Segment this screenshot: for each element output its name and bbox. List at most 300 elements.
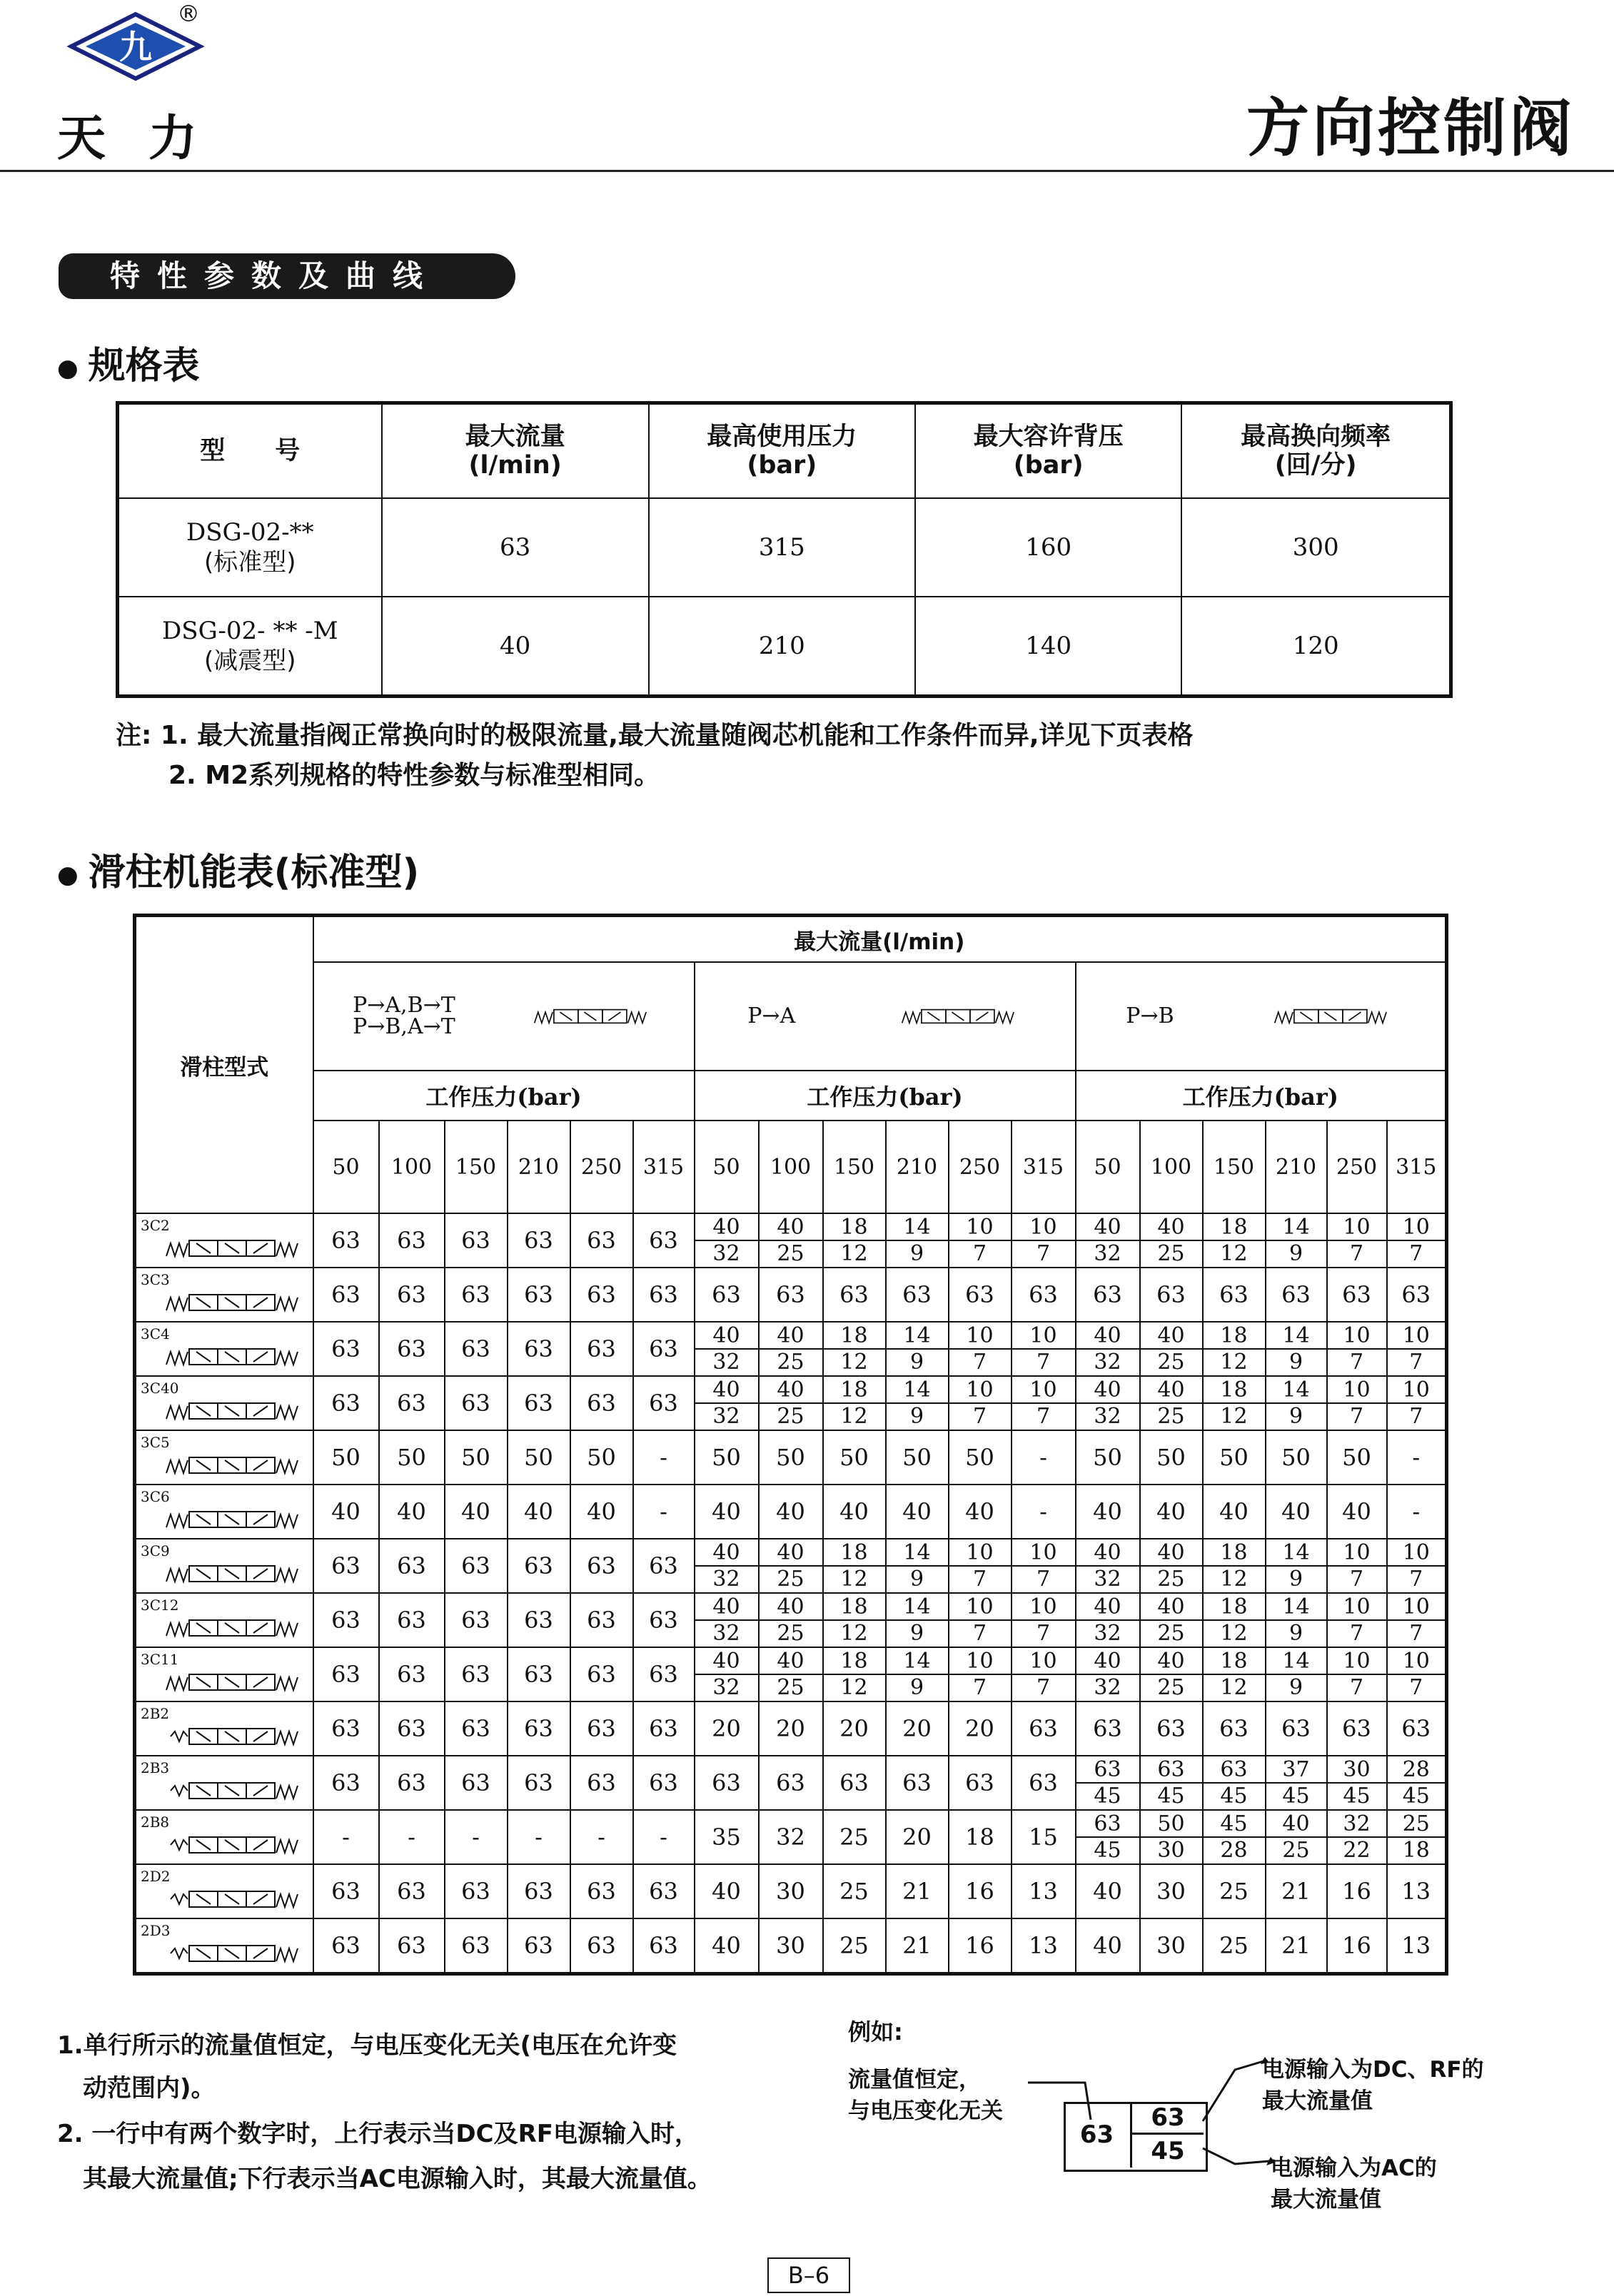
pressure-value: 315: [1387, 1121, 1447, 1213]
flow-value-cell: 63: [1140, 1701, 1203, 1756]
flow-value-ac: 9: [909, 1566, 924, 1592]
flow-value-cell: 63: [445, 1647, 508, 1701]
note-1: 注: 1. 最大流量指阀正常换向时的极限流量,最大流量随阀芯机能和工作条件而异,详见下页表格: [116, 721, 1194, 750]
flow-value-dc: 30: [1328, 1757, 1386, 1784]
flow-path-line: P→B: [1126, 1003, 1174, 1028]
footnote-2-cont: 其最大流量值;下行表示当AC电源输入时，其最大流量值。: [83, 2165, 712, 2193]
flow-value-cell: [823, 1647, 886, 1701]
spec-value: 300: [1181, 498, 1451, 597]
spool-symbol-icon: [165, 1829, 308, 1861]
pressure-value: 100: [1140, 1121, 1203, 1213]
flow-value-cell: 40: [1140, 1485, 1203, 1539]
example-single-value: 63: [1064, 2102, 1132, 2168]
flow-value-cell: [823, 1593, 886, 1647]
flow-value-cell: 63: [379, 1756, 445, 1810]
flow-value-cell: [1140, 1539, 1203, 1593]
flow-value-ac: 9: [1288, 1674, 1303, 1700]
spool-row: [135, 1701, 1447, 1756]
flow-value-ac: 45: [1402, 1783, 1430, 1809]
flow-value-cell: 40: [695, 1864, 759, 1918]
spec-value: 210: [649, 597, 915, 697]
flow-value-cell: [1203, 1213, 1266, 1268]
flow-value-dc: 10: [1012, 1323, 1075, 1350]
flow-value-dc: 10: [1012, 1377, 1075, 1404]
flow-value-dc: 10: [1388, 1377, 1446, 1404]
flow-value-cell: 25: [823, 1918, 886, 1974]
flow-value-ac: 45: [1094, 1837, 1121, 1863]
flow-value-cell: 63: [445, 1918, 508, 1974]
flow-value-dc: 40: [1076, 1215, 1139, 1241]
flow-value-cell: 13: [1387, 1918, 1447, 1974]
flow-value-dc: 63: [1076, 1811, 1139, 1838]
flow-value-cell: [1266, 1810, 1327, 1864]
flow-value-cell: 63: [1203, 1701, 1266, 1756]
flow-value-ac: 12: [840, 1620, 868, 1646]
flow-value-ac: 32: [1094, 1240, 1121, 1266]
spec-body: [118, 498, 1451, 697]
flow-value-ac: 12: [840, 1403, 868, 1429]
flow-value-cell: 63: [886, 1756, 949, 1810]
flow-value-cell: -: [633, 1810, 695, 1864]
spool-header-row-4: [135, 1121, 1447, 1213]
flow-value-cell: [1387, 1322, 1447, 1376]
example-dc-label-2: 最大流量值: [1262, 2088, 1373, 2114]
flow-value-cell: 63: [313, 1756, 379, 1810]
flow-value-dc: 14: [1266, 1540, 1326, 1567]
flow-value-cell: [1203, 1322, 1266, 1376]
flow-value-ac: 7: [972, 1566, 987, 1592]
flow-value-cell: [886, 1593, 949, 1647]
flow-value-cell: 21: [1266, 1918, 1327, 1974]
flow-value-cell: [949, 1539, 1012, 1593]
flow-value-cell: [1266, 1647, 1327, 1701]
spec-table: [116, 401, 1453, 698]
flow-value-cell: [759, 1593, 823, 1647]
flow-value-cell: [823, 1213, 886, 1268]
flow-value-dc: 18: [1204, 1377, 1265, 1404]
flow-value-cell: 63: [759, 1756, 823, 1810]
flow-value-cell: 63: [379, 1701, 445, 1756]
flow-value-dc: 37: [1266, 1757, 1326, 1784]
flow-value-cell: 63: [633, 1322, 695, 1376]
flow-value-dc: 40: [760, 1323, 822, 1350]
flow-value-cell: 40: [695, 1918, 759, 1974]
flow-value-dc: 25: [1388, 1811, 1446, 1838]
flow-value-ac: 7: [1409, 1620, 1423, 1646]
spec-row: [118, 498, 1451, 597]
flow-value-dc: 50: [1141, 1811, 1202, 1838]
flow-value-dc: 18: [824, 1594, 885, 1621]
flow-value-cell: [886, 1647, 949, 1701]
spool-row: [135, 1756, 1447, 1810]
example-title: 例如:: [848, 2018, 903, 2045]
flow-value-cell: 63: [633, 1647, 695, 1701]
flow-value-dc: 14: [887, 1594, 948, 1621]
flow-value-dc: 40: [1076, 1377, 1139, 1404]
flow-value-cell: 40: [570, 1485, 633, 1539]
footnote-1: 1.单行所示的流量值恒定，与电压变化无关(电压在允许变: [57, 2031, 677, 2060]
pressure-value: 50: [695, 1121, 759, 1213]
spool-row: [135, 1430, 1447, 1485]
flow-value-dc: 14: [1266, 1377, 1326, 1404]
flow-value-dc: 40: [695, 1377, 758, 1404]
spool-type-label: 3C2: [141, 1217, 170, 1234]
flow-value-ac: 7: [1036, 1674, 1051, 1700]
flow-value-cell: [1266, 1376, 1327, 1430]
flow-value-cell: [1327, 1322, 1387, 1376]
flow-value-dc: 40: [695, 1323, 758, 1350]
flow-value-cell: [1140, 1810, 1203, 1864]
flow-value-ac: 7: [1349, 1403, 1364, 1429]
flow-value-dc: 10: [949, 1594, 1011, 1621]
flow-value-cell: [695, 1376, 759, 1430]
flow-value-dc: 18: [1204, 1649, 1265, 1675]
flow-value-dc: 40: [1076, 1540, 1139, 1567]
flow-value-cell: [1387, 1647, 1447, 1701]
spec-value: 120: [1181, 597, 1451, 697]
pressure-value: 50: [313, 1121, 379, 1213]
example-bottom-value: 45: [1151, 2137, 1185, 2165]
flow-value-dc: 40: [760, 1377, 822, 1404]
flow-value-dc: 40: [1141, 1540, 1202, 1567]
flow-value-cell: 63: [508, 1918, 570, 1974]
spool-symbol-icon: [165, 1450, 308, 1481]
flow-value-dc: 40: [695, 1649, 758, 1675]
flow-value-cell: [949, 1213, 1012, 1268]
flow-value-cell: 63: [508, 1756, 570, 1810]
flow-value-cell: 40: [508, 1485, 570, 1539]
flow-value-dc: 18: [1204, 1323, 1265, 1350]
flow-value-ac: 25: [1157, 1620, 1185, 1646]
flow-value-cell: [695, 1539, 759, 1593]
spec-col-header: 最大流量 (l/min): [382, 403, 649, 499]
flow-value-dc: 40: [1141, 1215, 1202, 1241]
flow-value-ac: 7: [1409, 1240, 1423, 1266]
flow-value-ac: 25: [777, 1620, 805, 1646]
flow-value-dc: 10: [949, 1215, 1011, 1241]
flow-value-ac: 9: [1288, 1566, 1303, 1592]
flow-value-cell: 50: [886, 1430, 949, 1485]
flow-value-cell: 63: [886, 1268, 949, 1322]
spool-row: [135, 1647, 1447, 1701]
spec-value: 160: [915, 498, 1181, 597]
flow-value-ac: 7: [1036, 1620, 1051, 1646]
flow-value-cell: 18: [949, 1810, 1012, 1864]
flow-value-cell: 63: [445, 1701, 508, 1756]
flow-value-cell: [1076, 1376, 1140, 1430]
spec-heading: ● 规格表: [57, 335, 200, 389]
flow-value-cell: 63: [379, 1322, 445, 1376]
spec-col-header: 最高使用压力 (bar): [649, 403, 915, 499]
flow-value-cell: 63: [313, 1268, 379, 1322]
spool-type-cell: [135, 1268, 313, 1322]
flow-value-cell: 63: [949, 1756, 1012, 1810]
flow-value-dc: 63: [1141, 1757, 1202, 1784]
flow-value-dc: 10: [1388, 1540, 1446, 1567]
spool-symbol-icon: [165, 1612, 308, 1644]
flow-value-dc: 14: [1266, 1323, 1326, 1350]
flow-value-cell: 13: [1012, 1864, 1076, 1918]
flow-value-dc: 40: [760, 1594, 822, 1621]
spec-model-cell: [118, 498, 382, 597]
flow-value-dc: 40: [695, 1540, 758, 1567]
flow-value-ac: 12: [1220, 1403, 1248, 1429]
flow-value-cell: [695, 1593, 759, 1647]
flow-value-dc: 18: [824, 1323, 885, 1350]
flow-value-cell: [1266, 1213, 1327, 1268]
flow-value-cell: 13: [1012, 1918, 1076, 1974]
flow-value-cell: 50: [695, 1430, 759, 1485]
flow-value-cell: [823, 1539, 886, 1593]
flow-value-dc: 10: [1328, 1377, 1386, 1404]
spool-type-cell: [135, 1376, 313, 1430]
flow-value-cell: 30: [759, 1918, 823, 1974]
flow-value-ac: 45: [1094, 1783, 1121, 1809]
pressure-value: 250: [949, 1121, 1012, 1213]
flow-value-dc: 10: [1012, 1540, 1075, 1567]
flow-value-cell: 63: [633, 1213, 695, 1268]
flow-value-cell: [1140, 1213, 1203, 1268]
flow-value-cell: [759, 1539, 823, 1593]
flow-value-ac: 7: [1036, 1566, 1051, 1592]
flow-value-ac: 32: [712, 1403, 740, 1429]
flow-value-cell: 20: [886, 1701, 949, 1756]
flow-value-cell: [949, 1322, 1012, 1376]
spec-model-cell: [118, 597, 382, 697]
flow-value-dc: 10: [1328, 1594, 1386, 1621]
flow-value-cell: 63: [570, 1322, 633, 1376]
flow-value-cell: [949, 1593, 1012, 1647]
page-number: B–6: [767, 2257, 850, 2293]
spool-type-label: 3C5: [141, 1434, 170, 1451]
flow-value-ac: 32: [1094, 1403, 1121, 1429]
flow-value-dc: 10: [1012, 1215, 1075, 1241]
flow-value-cell: [1203, 1593, 1266, 1647]
flow-value-cell: 40: [313, 1485, 379, 1539]
example-left-label-1: 流量值恒定，: [848, 2067, 981, 2093]
flow-value-ac: 32: [712, 1566, 740, 1592]
flow-value-ac: 30: [1157, 1837, 1185, 1863]
flow-value-ac: 7: [1349, 1349, 1364, 1375]
spool-symbol-icon: [1273, 1006, 1395, 1027]
flow-value-ac: 25: [777, 1674, 805, 1700]
flow-value-ac: 12: [1220, 1566, 1248, 1592]
flow-value-cell: [1387, 1593, 1447, 1647]
flow-value-cell: 63: [823, 1268, 886, 1322]
flow-value-cell: 63: [313, 1322, 379, 1376]
flow-value-cell: -: [445, 1810, 508, 1864]
flow-value-cell: 50: [949, 1430, 1012, 1485]
spool-symbol-icon: [165, 1883, 308, 1915]
flow-value-dc: 10: [1012, 1594, 1075, 1621]
flow-value-cell: 63: [379, 1268, 445, 1322]
pressure-value: 315: [633, 1121, 695, 1213]
flow-value-ac: 25: [777, 1240, 805, 1266]
flow-value-ac: 9: [909, 1403, 924, 1429]
flow-value-cell: [1076, 1810, 1140, 1864]
flow-value-dc: 40: [695, 1594, 758, 1621]
flow-value-ac: 7: [1409, 1674, 1423, 1700]
flow-value-cell: -: [313, 1810, 379, 1864]
flow-value-dc: 14: [887, 1377, 948, 1404]
flow-value-cell: 20: [695, 1701, 759, 1756]
flow-value-ac: 7: [1349, 1566, 1364, 1592]
flow-value-ac: 22: [1343, 1837, 1371, 1863]
flow-value-ac: 32: [712, 1620, 740, 1646]
pressure-value: 100: [379, 1121, 445, 1213]
flow-value-ac: 32: [712, 1349, 740, 1375]
flow-value-cell: 63: [633, 1756, 695, 1810]
spool-type-label: 2D3: [141, 1922, 171, 1939]
spool-row: [135, 1268, 1447, 1322]
flow-value-dc: 10: [1388, 1323, 1446, 1350]
flow-value-cell: [759, 1213, 823, 1268]
flow-value-ac: 45: [1157, 1783, 1185, 1809]
flow-path-cell: [1076, 962, 1447, 1071]
flow-value-cell: [1203, 1647, 1266, 1701]
flow-value-cell: 63: [508, 1593, 570, 1647]
registered-mark: ®: [177, 0, 200, 27]
flow-value-cell: 63: [570, 1701, 633, 1756]
flow-value-cell: 63: [570, 1539, 633, 1593]
flow-value-ac: 12: [840, 1566, 868, 1592]
spool-row: [135, 1485, 1447, 1539]
flow-value-cell: 63: [445, 1376, 508, 1430]
flow-value-cell: 16: [949, 1864, 1012, 1918]
flow-value-cell: [695, 1647, 759, 1701]
spool-row: [135, 1322, 1447, 1376]
flow-value-cell: [823, 1376, 886, 1430]
flow-value-cell: 63: [379, 1864, 445, 1918]
pressure-value: 210: [1266, 1121, 1327, 1213]
flow-value-cell: [886, 1322, 949, 1376]
spool-type-label: 2B2: [141, 1705, 170, 1722]
flow-value-cell: [1012, 1322, 1076, 1376]
flow-value-cell: 50: [1076, 1430, 1140, 1485]
flow-value-cell: [1076, 1756, 1140, 1810]
flow-value-cell: 63: [445, 1864, 508, 1918]
flow-value-cell: 15: [1012, 1810, 1076, 1864]
flow-value-cell: [759, 1322, 823, 1376]
flow-value-cell: 32: [759, 1810, 823, 1864]
flow-value-ac: 7: [1409, 1403, 1423, 1429]
flow-value-cell: 63: [570, 1647, 633, 1701]
flow-value-cell: 25: [823, 1810, 886, 1864]
flow-value-cell: 63: [570, 1756, 633, 1810]
footnote-1-cont: 动范围内)。: [83, 2074, 216, 2103]
flow-value-cell: [1327, 1376, 1387, 1430]
flow-value-cell: [1387, 1756, 1447, 1810]
footnote-2: 2. 一行中有两个数字时，上行表示当DC及RF电源输入时，: [57, 2120, 699, 2148]
flow-value-cell: 63: [508, 1213, 570, 1268]
spool-symbol-icon: [165, 1395, 308, 1427]
flow-value-cell: 63: [313, 1864, 379, 1918]
flow-value-dc: 10: [1328, 1215, 1386, 1241]
flow-value-ac: 7: [1349, 1674, 1364, 1700]
flow-value-cell: -: [508, 1810, 570, 1864]
spool-type-cell: [135, 1539, 313, 1593]
spool-type-cell: [135, 1485, 313, 1539]
flow-value-ac: 28: [1220, 1837, 1248, 1863]
flow-value-dc: 14: [1266, 1215, 1326, 1241]
spool-type-cell: [135, 1701, 313, 1756]
flow-value-ac: 18: [1402, 1837, 1430, 1863]
flow-value-ac: 45: [1282, 1783, 1310, 1809]
flow-value-cell: [1266, 1593, 1327, 1647]
flow-value-cell: [886, 1539, 949, 1593]
flow-value-cell: 63: [633, 1539, 695, 1593]
flow-value-cell: 16: [949, 1918, 1012, 1974]
flow-value-dc: 18: [824, 1215, 885, 1241]
flow-value-dc: 10: [1328, 1540, 1386, 1567]
spool-symbol-icon: [165, 1558, 308, 1589]
spec-value: 40: [382, 597, 649, 697]
flow-value-ac: 9: [1288, 1240, 1303, 1266]
flow-value-ac: 7: [972, 1403, 987, 1429]
spec-col-header: 最高换向频率 (回/分): [1181, 403, 1451, 499]
flow-value-dc: 10: [1012, 1649, 1075, 1675]
flow-value-cell: 50: [379, 1430, 445, 1485]
flow-value-cell: [1387, 1376, 1447, 1430]
flow-path-cell: [695, 962, 1076, 1071]
flow-value-dc: 10: [949, 1323, 1011, 1350]
flow-value-dc: 40: [760, 1649, 822, 1675]
spool-header-row-1: [135, 916, 1447, 963]
flow-value-cell: 63: [379, 1593, 445, 1647]
flow-value-cell: 50: [1140, 1430, 1203, 1485]
flow-value-cell: [1203, 1376, 1266, 1430]
spool-row: [135, 1376, 1447, 1430]
flow-value-cell: 63: [1327, 1268, 1387, 1322]
brand-name: 天力: [57, 110, 241, 167]
spool-type-cell: [135, 1810, 313, 1864]
flow-value-cell: [1140, 1647, 1203, 1701]
flow-value-dc: 18: [824, 1649, 885, 1675]
flow-value-ac: 32: [712, 1240, 740, 1266]
flow-value-cell: [886, 1213, 949, 1268]
flow-value-cell: 63: [445, 1756, 508, 1810]
flow-value-cell: 63: [570, 1593, 633, 1647]
flow-value-cell: [1076, 1322, 1140, 1376]
pressure-value: 250: [1327, 1121, 1387, 1213]
flow-value-cell: [1076, 1593, 1140, 1647]
flow-value-cell: 40: [1076, 1864, 1140, 1918]
flow-value-cell: 20: [823, 1701, 886, 1756]
flow-value-cell: [1327, 1647, 1387, 1701]
flow-value-cell: 40: [1203, 1485, 1266, 1539]
flow-path-cell: [313, 962, 695, 1071]
flow-value-cell: 63: [570, 1213, 633, 1268]
flow-value-ac: 9: [1288, 1620, 1303, 1646]
flow-value-cell: 63: [508, 1647, 570, 1701]
flow-value-cell: [1387, 1213, 1447, 1268]
flow-value-cell: [823, 1322, 886, 1376]
flow-value-ac: 25: [1157, 1566, 1185, 1592]
flow-value-cell: [1076, 1647, 1140, 1701]
flow-value-ac: 12: [840, 1674, 868, 1700]
flow-value-dc: 18: [1204, 1594, 1265, 1621]
flow-value-cell: 63: [508, 1268, 570, 1322]
flow-value-cell: 20: [949, 1701, 1012, 1756]
spool-type-cell: [135, 1593, 313, 1647]
flow-value-dc: 18: [1204, 1215, 1265, 1241]
spec-header-row: [118, 403, 1451, 499]
spool-row: [135, 1864, 1447, 1918]
flow-value-cell: 63: [313, 1701, 379, 1756]
spool-type-label: 3C6: [141, 1488, 170, 1505]
flow-value-ac: 45: [1343, 1783, 1371, 1809]
flow-value-cell: 50: [445, 1430, 508, 1485]
